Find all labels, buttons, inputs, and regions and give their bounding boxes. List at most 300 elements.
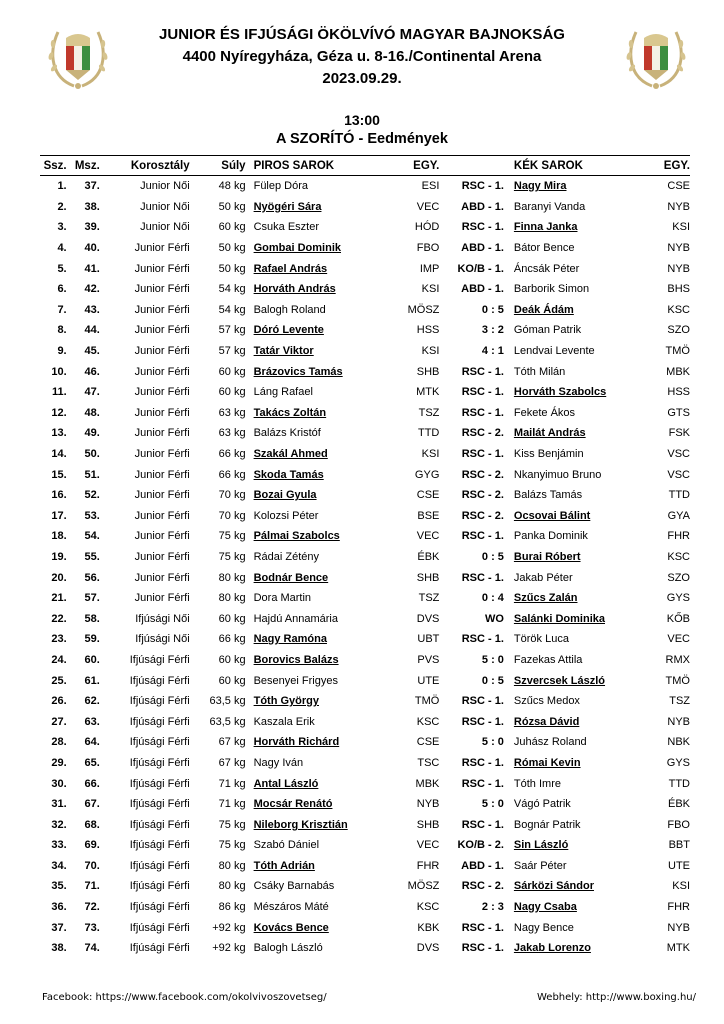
blue-corner-club: KŐB: [666, 612, 690, 625]
red-corner-club: IMP: [419, 262, 440, 275]
red-corner-name: Tóth György: [253, 695, 319, 708]
row-msz: 55.: [84, 550, 100, 563]
results-body: [40, 176, 690, 959]
red-corner-club: VEC: [416, 200, 440, 213]
bout-result: ABD - 1.: [461, 242, 504, 255]
blue-corner-name: Góman Patrik: [513, 324, 582, 337]
row-suly: 63,5 kg: [209, 695, 246, 708]
red-corner-name: Nyögéri Sára: [253, 200, 322, 213]
blue-corner-name: Finna Janka: [513, 221, 578, 234]
red-corner-name: Brázovics Tamás: [253, 365, 343, 378]
table-row: [40, 773, 690, 794]
bout-result: RSC - 1.: [461, 756, 504, 769]
row-korosztaly: Ifjúsági Férfi: [129, 674, 190, 687]
blue-corner-club: TTD: [668, 489, 690, 502]
red-corner-name: Nagy Iván: [253, 756, 304, 769]
row-ssz: 25.: [51, 674, 67, 687]
row-ssz: 23.: [51, 633, 67, 646]
blue-corner-club: FBO: [667, 818, 690, 831]
bout-result: KO/B - 1.: [457, 262, 504, 275]
red-corner-name: Dóró Levente: [253, 324, 324, 337]
red-corner-name: Antal László: [253, 777, 319, 790]
table-row: [40, 897, 690, 918]
table-row: [40, 650, 690, 671]
blue-corner-name: Mailát András: [513, 427, 586, 440]
blue-corner-name: Bognár Patrik: [513, 818, 581, 831]
table-row: [40, 341, 690, 362]
bout-result: RSC - 1.: [461, 530, 504, 543]
blue-corner-club: FHR: [667, 530, 690, 543]
row-ssz: 27.: [51, 715, 67, 728]
row-korosztaly: Ifjúsági Férfi: [129, 653, 190, 666]
row-msz: 47.: [84, 386, 100, 399]
bout-result: RSC - 1.: [461, 818, 504, 831]
row-msz: 46.: [84, 365, 100, 378]
blue-corner-name: Rózsa Dávid: [513, 715, 580, 728]
blue-corner-name: Salánki Dominika: [513, 612, 605, 625]
blue-corner-club: GYA: [667, 509, 690, 522]
blue-corner-club: NYB: [667, 200, 690, 213]
bout-result: 5 : 0: [481, 798, 504, 811]
row-ssz: 21.: [51, 592, 67, 605]
table-row: [40, 258, 690, 279]
col-suly: Súly: [190, 156, 246, 176]
red-corner-club: ESI: [421, 180, 440, 193]
red-corner-name: Rafael András: [253, 262, 328, 275]
row-msz: 72.: [84, 901, 100, 914]
row-msz: 67.: [84, 798, 100, 811]
blue-corner-club: MTK: [666, 942, 690, 955]
row-suly: +92 kg: [212, 921, 246, 934]
col-kek-sarok: KÉK SAROK: [508, 156, 650, 176]
red-corner-club: CSE: [416, 489, 440, 502]
row-ssz: 30.: [51, 777, 67, 790]
red-corner-name: Borovics Balázs: [253, 653, 339, 666]
blue-corner-name: Nagy Csaba: [513, 901, 577, 914]
row-msz: 43.: [84, 303, 100, 316]
bout-result: RSC - 1.: [461, 365, 504, 378]
red-corner-name: Balogh László: [253, 942, 323, 955]
blue-corner-club: VSC: [667, 468, 690, 481]
bout-result: 0 : 5: [481, 303, 504, 316]
row-suly: 66 kg: [218, 448, 246, 461]
row-suly: 63,5 kg: [209, 715, 246, 728]
red-corner-name: Láng Rafael: [253, 386, 313, 399]
row-korosztaly: Ifjúsági Férfi: [129, 715, 190, 728]
blue-corner-name: Nagy Mira: [513, 180, 567, 193]
blue-corner-club: KSC: [667, 303, 690, 316]
row-suly: 75 kg: [218, 550, 246, 563]
table-row: [40, 938, 690, 959]
blue-corner-club: SZO: [667, 324, 690, 337]
table-row: [40, 547, 690, 568]
blue-corner-name: Saár Péter: [513, 859, 567, 872]
bout-result: RSC - 1.: [461, 180, 504, 193]
row-suly: 86 kg: [218, 901, 246, 914]
row-ssz: 3.: [57, 221, 67, 234]
red-corner-club: DVS: [416, 612, 440, 625]
table-row: [40, 732, 690, 753]
row-suly: 50 kg: [218, 242, 246, 255]
red-corner-club: KSI: [421, 448, 440, 461]
blue-corner-club: FSK: [668, 427, 690, 440]
row-ssz: 22.: [51, 612, 67, 625]
blue-corner-name: Szűcs Medox: [513, 695, 580, 708]
bout-result: ABD - 1.: [461, 283, 504, 296]
bout-result: ABD - 1.: [461, 200, 504, 213]
row-korosztaly: Junior Férfi: [134, 427, 190, 440]
row-korosztaly: Ifjúsági Férfi: [129, 777, 190, 790]
row-msz: 49.: [84, 427, 100, 440]
blue-corner-name: Tóth Imre: [513, 777, 561, 790]
row-msz: 38.: [84, 200, 100, 213]
row-ssz: 6.: [57, 283, 67, 296]
table-row: [40, 876, 690, 897]
row-suly: 60 kg: [218, 653, 246, 666]
row-korosztaly: Ifjúsági Férfi: [129, 839, 190, 852]
red-corner-name: Kaszala Erik: [253, 715, 315, 728]
row-korosztaly: Ifjúsági Női: [135, 612, 190, 625]
bout-result: 5 : 0: [481, 736, 504, 749]
website-link[interactable]: Webhely: http://www.boxing.hu/: [536, 992, 696, 1003]
row-msz: 69.: [84, 839, 100, 852]
red-corner-club: TSZ: [418, 592, 440, 605]
session-header: [0, 111, 724, 149]
row-korosztaly: Junior Férfi: [134, 324, 190, 337]
row-suly: 60 kg: [218, 386, 246, 399]
red-corner-name: Bozai Gyula: [253, 489, 317, 502]
row-suly: 60 kg: [218, 365, 246, 378]
row-ssz: 37.: [51, 921, 67, 934]
row-msz: 62.: [84, 695, 100, 708]
row-msz: 59.: [84, 633, 100, 646]
blue-corner-name: Fekete Ákos: [513, 406, 576, 419]
red-corner-name: Hajdú Annamária: [253, 612, 338, 625]
row-suly: 70 kg: [218, 489, 246, 502]
row-ssz: 4.: [57, 242, 67, 255]
bout-result: WO: [484, 612, 504, 625]
blue-corner-club: NYB: [667, 921, 690, 934]
row-suly: 80 kg: [218, 859, 246, 872]
row-ssz: 15.: [51, 468, 67, 481]
row-suly: 57 kg: [218, 324, 246, 337]
row-msz: 58.: [84, 612, 100, 625]
red-corner-club: KBK: [417, 921, 440, 934]
table-row: [40, 382, 690, 403]
col-msz: Msz.: [67, 156, 100, 176]
blue-corner-club: RMX: [665, 653, 690, 666]
bout-result: RSC - 2.: [461, 509, 504, 522]
row-korosztaly: Junior Női: [140, 221, 190, 234]
row-ssz: 11.: [51, 386, 67, 399]
row-korosztaly: Junior Férfi: [134, 571, 190, 584]
row-msz: 50.: [84, 448, 100, 461]
row-suly: +92 kg: [212, 942, 246, 955]
row-korosztaly: Ifjúsági Férfi: [129, 695, 190, 708]
blue-corner-name: Jakab Péter: [513, 571, 573, 584]
blue-corner-club: HSS: [667, 386, 690, 399]
row-korosztaly: Junior Férfi: [134, 242, 190, 255]
red-corner-name: Bodnár Bence: [253, 571, 329, 584]
document-header: [0, 24, 724, 90]
row-msz: 61.: [84, 674, 100, 687]
red-corner-name: Kolozsi Péter: [253, 509, 319, 522]
row-korosztaly: Ifjúsági Férfi: [129, 859, 190, 872]
red-corner-club: HÓD: [414, 221, 440, 234]
red-corner-club: UBT: [417, 633, 440, 646]
table-row: [40, 608, 690, 629]
row-suly: 60 kg: [218, 221, 246, 234]
row-msz: 40.: [84, 242, 100, 255]
row-msz: 66.: [84, 777, 100, 790]
red-corner-name: Nagy Ramóna: [253, 633, 327, 646]
row-korosztaly: Ifjúsági Férfi: [129, 921, 190, 934]
table-row: [40, 629, 690, 650]
row-suly: 75 kg: [218, 818, 246, 831]
row-suly: 66 kg: [218, 468, 246, 481]
row-korosztaly: Junior Női: [140, 200, 190, 213]
blue-corner-name: Deák Ádám: [513, 303, 574, 316]
results-table: [40, 155, 690, 959]
row-ssz: 28.: [51, 736, 67, 749]
blue-corner-club: VSC: [667, 448, 690, 461]
row-korosztaly: Ifjúsági Férfi: [129, 736, 190, 749]
blue-corner-club: TTD: [668, 777, 690, 790]
row-msz: 48.: [84, 406, 100, 419]
table-row: [40, 361, 690, 382]
red-corner-club: TMÖ: [414, 695, 440, 708]
bout-result: RSC - 1.: [461, 571, 504, 584]
blue-corner-club: ÉBK: [667, 798, 690, 811]
blue-corner-name: Panka Dominik: [513, 530, 588, 543]
row-suly: 63 kg: [218, 427, 246, 440]
row-msz: 41.: [84, 262, 100, 275]
red-corner-club: HSS: [416, 324, 440, 337]
bout-result: RSC - 1.: [461, 386, 504, 399]
col-egy-red: EGY.: [389, 156, 443, 176]
red-corner-club: FBO: [416, 242, 440, 255]
red-corner-club: DVS: [416, 942, 440, 955]
red-corner-name: Csuka Eszter: [253, 221, 320, 234]
row-ssz: 31.: [51, 798, 67, 811]
row-ssz: 1.: [57, 180, 67, 193]
row-korosztaly: Ifjúsági Férfi: [129, 942, 190, 955]
red-corner-name: Skoda Tamás: [253, 468, 324, 481]
row-ssz: 36.: [51, 901, 67, 914]
row-suly: 54 kg: [218, 283, 246, 296]
red-corner-club: PVS: [417, 653, 440, 666]
row-msz: 44.: [84, 324, 100, 337]
row-suly: 75 kg: [218, 839, 246, 852]
row-msz: 70.: [84, 859, 100, 872]
blue-corner-name: Fazekas Attila: [513, 653, 583, 666]
bout-result: RSC - 1.: [461, 715, 504, 728]
blue-corner-name: Barborik Simon: [513, 283, 590, 296]
row-suly: 60 kg: [218, 674, 246, 687]
row-ssz: 12.: [51, 406, 67, 419]
event-date: 2023.09.29.: [322, 70, 402, 87]
row-korosztaly: Junior Férfi: [134, 509, 190, 522]
row-ssz: 26.: [51, 695, 67, 708]
row-ssz: 10.: [51, 365, 67, 378]
blue-corner-club: NYB: [667, 242, 690, 255]
red-corner-name: Pálmai Szabolcs: [253, 530, 340, 543]
red-corner-club: SHB: [416, 818, 440, 831]
red-corner-club: ÉBK: [417, 550, 440, 563]
blue-corner-name: Kiss Benjámin: [513, 448, 584, 461]
row-korosztaly: Junior Férfi: [134, 550, 190, 563]
red-corner-club: MBK: [415, 777, 440, 790]
row-korosztaly: Junior Női: [140, 180, 190, 193]
row-suly: 48 kg: [218, 180, 246, 193]
table-row: [40, 794, 690, 815]
bout-result: 0 : 5: [481, 674, 504, 687]
row-korosztaly: Ifjúsági Férfi: [129, 756, 190, 769]
row-ssz: 2.: [57, 200, 67, 213]
row-korosztaly: Junior Férfi: [134, 386, 190, 399]
blue-corner-club: CSE: [667, 180, 690, 193]
red-corner-name: Rádai Zétény: [253, 550, 320, 563]
blue-corner-name: Burai Róbert: [513, 550, 581, 563]
red-corner-club: CSE: [416, 736, 440, 749]
red-corner-name: Besenyei Frigyes: [253, 674, 338, 687]
table-row: [40, 238, 690, 259]
row-korosztaly: Junior Férfi: [134, 530, 190, 543]
table-row: [40, 300, 690, 321]
row-ssz: 34.: [51, 859, 67, 872]
col-piros-sarok: PIROS SAROK: [246, 156, 390, 176]
row-msz: 71.: [84, 880, 100, 893]
table-row: [40, 567, 690, 588]
row-ssz: 8.: [57, 324, 67, 337]
row-suly: 67 kg: [218, 756, 246, 769]
row-msz: 60.: [84, 653, 100, 666]
red-corner-name: Takács Zoltán: [253, 406, 327, 419]
row-ssz: 14.: [51, 448, 67, 461]
table-row: [40, 753, 690, 774]
blue-corner-name: Római Kevin: [513, 756, 581, 769]
row-korosztaly: Ifjúsági Férfi: [129, 818, 190, 831]
row-suly: 71 kg: [218, 777, 246, 790]
row-ssz: 24.: [51, 653, 67, 666]
row-korosztaly: Junior Férfi: [134, 365, 190, 378]
row-korosztaly: Junior Férfi: [134, 406, 190, 419]
red-corner-club: VEC: [416, 839, 440, 852]
row-msz: 42.: [84, 283, 100, 296]
row-suly: 66 kg: [218, 633, 246, 646]
row-msz: 64.: [84, 736, 100, 749]
red-corner-name: Mészáros Máté: [253, 901, 329, 914]
blue-corner-name: Sin László: [513, 839, 569, 852]
blue-corner-club: KSC: [667, 550, 690, 563]
bout-result: RSC - 1.: [461, 921, 504, 934]
row-suly: 60 kg: [218, 612, 246, 625]
row-ssz: 16.: [51, 489, 67, 502]
red-corner-club: MÖSZ: [407, 880, 440, 893]
red-corner-club: VEC: [416, 530, 440, 543]
row-korosztaly: Junior Férfi: [134, 303, 190, 316]
blue-corner-club: BBT: [668, 839, 690, 852]
row-ssz: 38.: [51, 942, 67, 955]
row-korosztaly: Ifjúsági Férfi: [129, 798, 190, 811]
row-msz: 56.: [84, 571, 100, 584]
red-corner-club: KSI: [421, 345, 440, 358]
row-suly: 71 kg: [218, 798, 246, 811]
table-row: [40, 691, 690, 712]
row-korosztaly: Junior Férfi: [134, 489, 190, 502]
row-suly: 70 kg: [218, 509, 246, 522]
blue-corner-club: GYS: [666, 756, 690, 769]
row-msz: 45.: [84, 345, 100, 358]
table-header-row: [40, 156, 690, 176]
red-corner-name: Gombai Dominik: [253, 242, 341, 255]
blue-corner-name: Áncsák Péter: [513, 262, 580, 275]
row-msz: 65.: [84, 756, 100, 769]
row-suly: 54 kg: [218, 303, 246, 316]
blue-corner-club: KSI: [672, 880, 690, 893]
row-suly: 75 kg: [218, 530, 246, 543]
table-row: [40, 176, 690, 197]
table-row: [40, 526, 690, 547]
blue-corner-club: FHR: [667, 901, 690, 914]
red-corner-club: FHR: [416, 859, 440, 872]
bout-result: ABD - 1.: [461, 859, 504, 872]
row-korosztaly: Ifjúsági Férfi: [129, 880, 190, 893]
bout-result: KO/B - 2.: [457, 839, 504, 852]
row-korosztaly: Junior Férfi: [134, 448, 190, 461]
facebook-link[interactable]: Facebook: https://www.facebook.com/okolvivoszovetseg/: [42, 992, 327, 1003]
table-row: [40, 814, 690, 835]
row-suly: 80 kg: [218, 592, 246, 605]
red-corner-name: Csáky Barnabás: [253, 880, 335, 893]
row-suly: 67 kg: [218, 736, 246, 749]
red-corner-club: NYB: [416, 798, 440, 811]
blue-corner-name: Bátor Bence: [513, 242, 575, 255]
col-egy-blue: EGY.: [649, 156, 690, 176]
blue-corner-club: GYS: [666, 592, 690, 605]
blue-corner-club: MBK: [666, 365, 690, 378]
row-korosztaly: Ifjúsági Női: [135, 633, 190, 646]
table-row: [40, 464, 690, 485]
venue-address: 4400 Nyíregyháza, Géza u. 8-16./Continental Arena: [182, 48, 542, 65]
red-corner-name: Horváth András: [253, 283, 336, 296]
table-row: [40, 197, 690, 218]
red-corner-name: Balogh Roland: [253, 303, 326, 316]
row-ssz: 19.: [51, 550, 67, 563]
row-korosztaly: Junior Férfi: [134, 262, 190, 275]
col-ssz: Ssz.: [40, 156, 67, 176]
blue-corner-name: Jakab Lorenzo: [513, 942, 591, 955]
row-korosztaly: Junior Férfi: [134, 283, 190, 296]
red-corner-name: Balázs Kristóf: [253, 427, 321, 440]
bout-result: 0 : 4: [481, 592, 504, 605]
table-row: [40, 917, 690, 938]
table-row: [40, 835, 690, 856]
row-msz: 68.: [84, 818, 100, 831]
blue-corner-club: GTS: [667, 406, 690, 419]
table-row: [40, 320, 690, 341]
red-corner-club: MÖSZ: [407, 303, 440, 316]
bout-result: RSC - 1.: [461, 448, 504, 461]
table-row: [40, 423, 690, 444]
results-title: A SZORÍTÓ - Eedmények: [276, 131, 448, 147]
blue-corner-name: Balázs Tamás: [513, 489, 583, 502]
row-korosztaly: Ifjúsági Férfi: [129, 901, 190, 914]
red-corner-name: Horváth Richárd: [253, 736, 340, 749]
table-row: [40, 711, 690, 732]
bout-result: 0 : 5: [481, 550, 504, 563]
row-msz: 53.: [84, 509, 100, 522]
